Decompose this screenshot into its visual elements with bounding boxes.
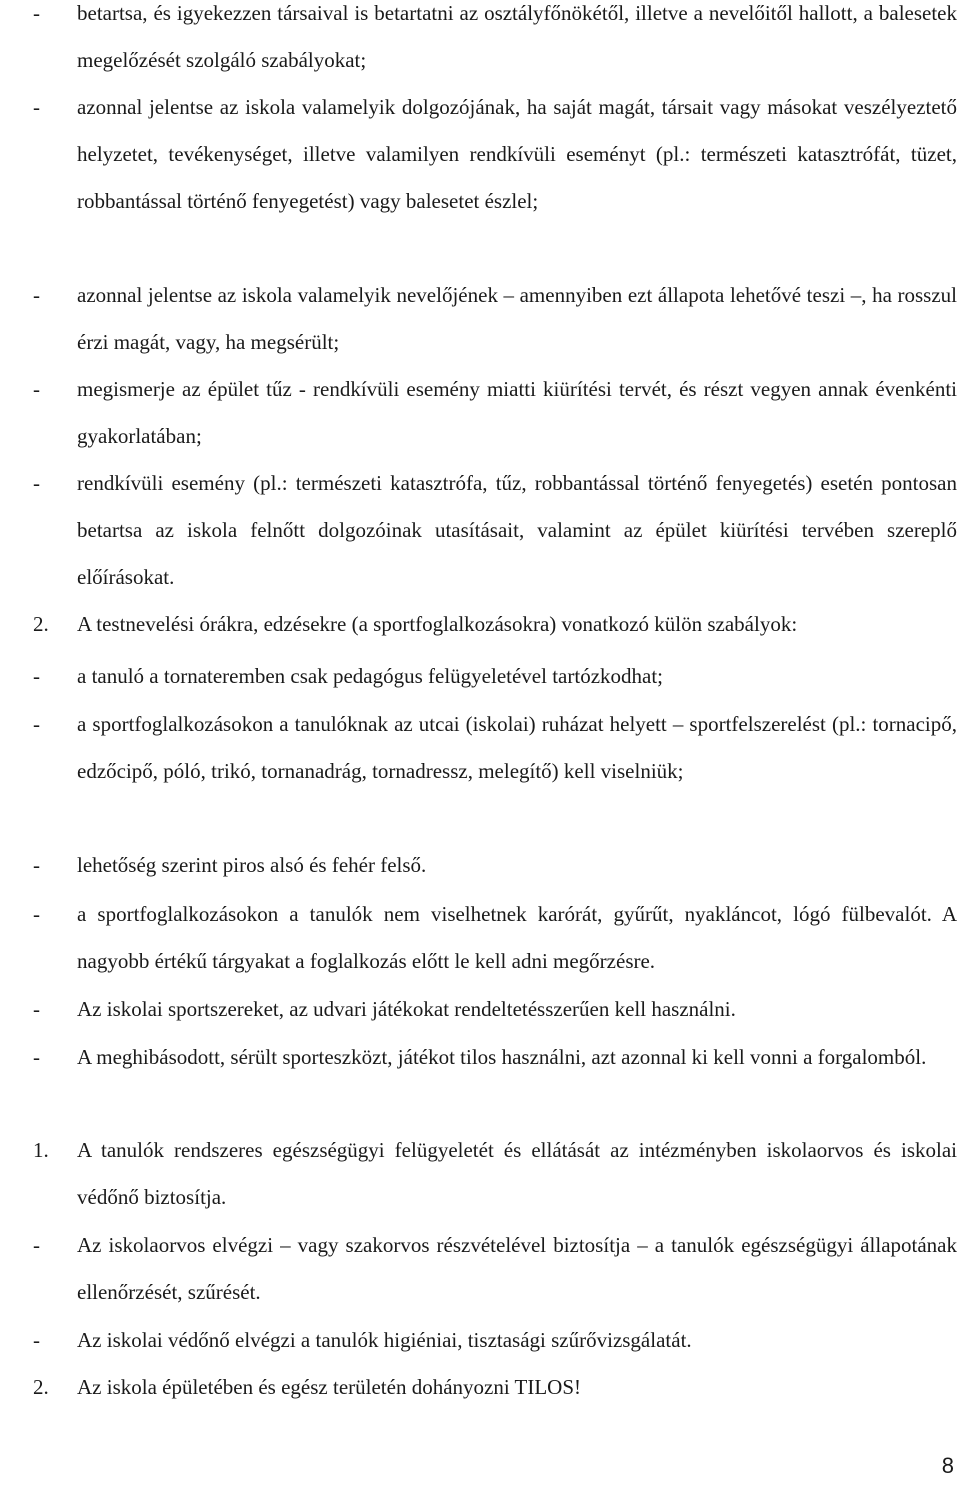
section-number: 2. [33,1375,49,1399]
list-marker: - [33,1328,40,1352]
list-marker: - [33,712,40,736]
list-marker: - [33,664,40,688]
section-number: 2. [33,612,49,636]
list-marker: - [33,1045,40,1069]
list-text: a tanuló a tornateremben csak pedagógus felügyeletével tartózkodhat; [77,664,664,688]
list-text: A meghibásodott, sérült sporteszközt, játékot tilos használni, azt azonnal ki kell vonni a forgalomból. [77,1045,927,1069]
list-marker: - [33,283,40,307]
list-text: Az iskolai védőnő elvégzi a tanulók higiéniai, tisztasági szűrővizsgálatát. [77,1328,692,1352]
list-marker: - [33,377,40,401]
section-text: A testnevelési órákra, edzésekre (a sportfoglalkozásokra) vonatkozó külön szabályok: [77,612,798,636]
section-number: 1. [33,1138,49,1162]
list-text: rendkívüli esemény (pl.: természeti katasztrófa, tűz, robbantással történő fenyegetés) esetén pontosan betartsa az iskola felnőtt dolgozóinak utasításait, valamint az épület kiürítési tervében szereplő előírásokat. [77,471,957,589]
section-text: Az iskola épületében és egész területén dohányozni TILOS! [77,1375,582,1399]
list-text: a sportfoglalkozásokon a tanulóknak az utcai (iskolai) ruházat helyett – sportfelszerelést (pl.: tornacipő, edzőcipő, póló, trikó, tornanadrág, tornadressz, melegítő) kell viselniük; [77,712,957,783]
list-text: betartsa, és igyekezzen társaival is betartatni az osztályfőnökétől, illetve a nevelőitől hallott, a balesetek megelőzését szolgáló szabályokat; [77,1,957,72]
list-marker: - [33,902,40,926]
list-marker: - [33,95,40,119]
list-marker: - [33,471,40,495]
list-marker: - [33,1233,40,1257]
page-number: 8 [941,1453,954,1478]
list-text: Az iskolai sportszereket, az udvari játékokat rendeltetésszerűen kell használni. [77,997,736,1021]
list-marker: - [33,997,40,1021]
list-text: lehetőség szerint piros alsó és fehér felső. [77,853,427,877]
list-text: azonnal jelentse az iskola valamelyik dolgozójának, ha saját magát, társait vagy másokat veszélyeztető helyzetet, tevékenységet, illetve valamilyen rendkívüli eseményt (pl.: természeti katasztrófát, tüzet, robbantással történő fenyegetést) vagy balesetet észlel; [77,95,957,213]
list-marker: - [33,853,40,877]
list-text: a sportfoglalkozásokon a tanulók nem viselhetnek karórát, gyűrűt, nyakláncot, lógó fülbevalót. A nagyobb értékű tárgyakat a foglalkozás előtt le kell adni megőrzésre. [77,902,957,973]
list-text: megismerje az épület tűz - rendkívüli esemény miatti kiürítési tervét, és részt vegyen annak évenkénti gyakorlatában; [77,377,957,448]
section-text: A tanulók rendszeres egészségügyi felügyeletét és ellátását az intézményben iskolaorvos és iskolai védőnő biztosítja. [77,1138,957,1209]
list-marker: - [33,1,40,25]
list-text: Az iskolaorvos elvégzi – vagy szakorvos részvételével biztosítja – a tanulók egészségügyi állapotának ellenőrzését, szűrését. [77,1233,957,1304]
list-text: azonnal jelentse az iskola valamelyik nevelőjének – amennyiben ezt állapota lehetővé teszi –, ha rosszul érzi magát, vagy, ha megsérült; [77,283,957,354]
